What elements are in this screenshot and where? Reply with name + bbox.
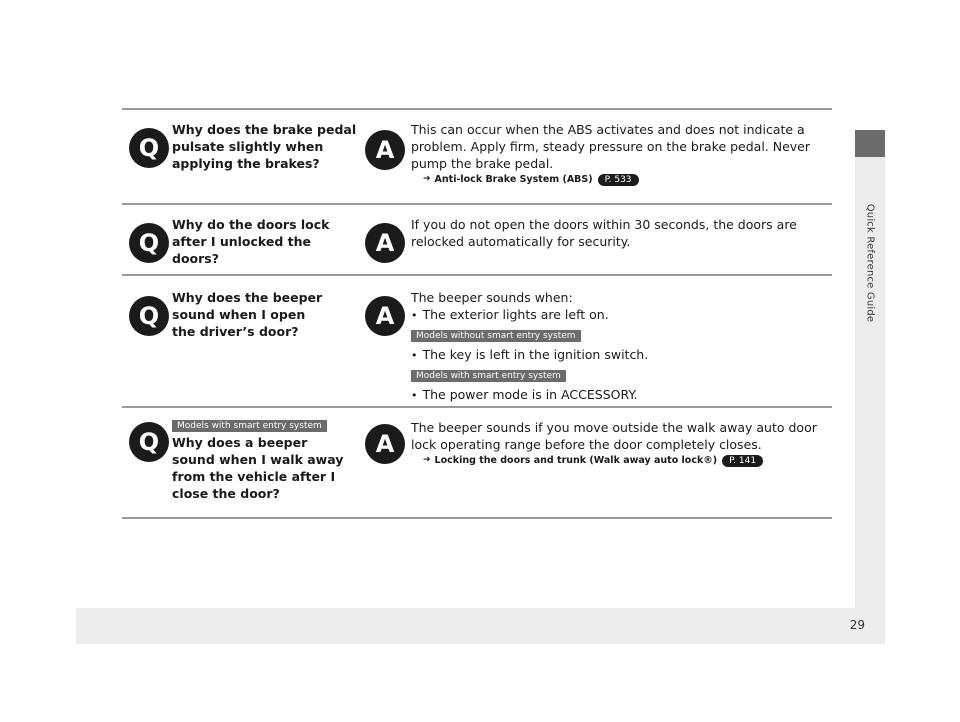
cross-reference[interactable] — [423, 454, 821, 467]
side-tab-marker — [855, 130, 885, 157]
answer-text: This can occur when the ABS activates and does not indicate a problem. Apply firm, steady pressure on the brake pedal. Never pump the brake pedal. — [411, 122, 811, 171]
divider — [122, 203, 832, 205]
reference-title: Anti-lock Brake System (ABS) — [434, 174, 593, 185]
cross-reference[interactable] — [423, 173, 821, 186]
svg-text:A: A — [375, 430, 395, 458]
question-text: Why does a beeper sound when I walk away from the vehicle after I close the door? — [172, 435, 344, 501]
bullet-item — [411, 306, 821, 324]
answer-block — [411, 216, 821, 250]
svg-text:Q: Q — [138, 302, 160, 330]
divider-top — [122, 108, 832, 110]
model-badge: Models without smart entry system — [411, 330, 581, 342]
question-icon — [129, 296, 169, 336]
svg-text:Q: Q — [138, 428, 160, 456]
svg-text:A: A — [375, 229, 395, 257]
question-text: Why does the beeper sound when I open the driver’s door? — [172, 290, 323, 339]
divider — [122, 274, 832, 276]
answer-intro: The beeper sounds when: — [411, 290, 573, 305]
page-link[interactable]: P. 141 — [722, 455, 763, 467]
answer-text: If you do not open the doors within 30 seconds, the doors are relocked automatically for security. — [411, 217, 797, 249]
model-badge: Models with smart entry system — [411, 370, 566, 382]
reference-title: Locking the doors and trunk (Walk away auto lock®) — [434, 455, 718, 466]
side-panel — [855, 130, 885, 608]
question-icon — [129, 128, 169, 168]
divider-bottom — [122, 517, 832, 519]
bullet-icon: • — [411, 389, 418, 402]
footer-bar — [76, 608, 885, 644]
answer-block — [411, 419, 821, 467]
reference-arrow-icon: ➔ — [423, 455, 431, 465]
bullet-item — [411, 346, 821, 364]
bullet-text: The exterior lights are left on. — [422, 307, 609, 322]
svg-text:Q: Q — [138, 229, 160, 257]
question-text: Why do the doors lock after I unlocked the doors? — [172, 217, 330, 266]
svg-text:A: A — [375, 302, 395, 330]
divider — [122, 406, 832, 408]
answer-block — [411, 121, 821, 186]
bullet-text: The key is left in the ignition switch. — [422, 347, 649, 362]
question-icon — [129, 422, 169, 462]
bullet-icon: • — [411, 349, 418, 362]
svg-text:Q: Q — [138, 134, 160, 162]
answer-icon — [365, 130, 405, 170]
bullet-item — [411, 386, 821, 404]
answer-block — [411, 289, 821, 404]
answer-icon — [365, 223, 405, 263]
section-title: Quick Reference Guide — [864, 203, 876, 323]
model-badge: Models with smart entry system — [172, 420, 327, 432]
question-icon — [129, 223, 169, 263]
reference-arrow-icon: ➔ — [423, 174, 431, 184]
answer-text: The beeper sounds if you move outside the walk away auto door lock operating range before the door completely closes. — [411, 420, 817, 452]
bullet-icon: • — [411, 309, 418, 322]
page-number: 29 — [849, 618, 865, 632]
question-text: Why does the brake pedal pulsate slightly when applying the brakes? — [172, 122, 357, 171]
page-link[interactable]: P. 533 — [598, 174, 639, 186]
answer-icon — [365, 296, 405, 336]
bullet-text: The power mode is in ACCESSORY. — [422, 387, 638, 402]
answer-icon — [365, 424, 405, 464]
svg-text:A: A — [375, 136, 395, 164]
